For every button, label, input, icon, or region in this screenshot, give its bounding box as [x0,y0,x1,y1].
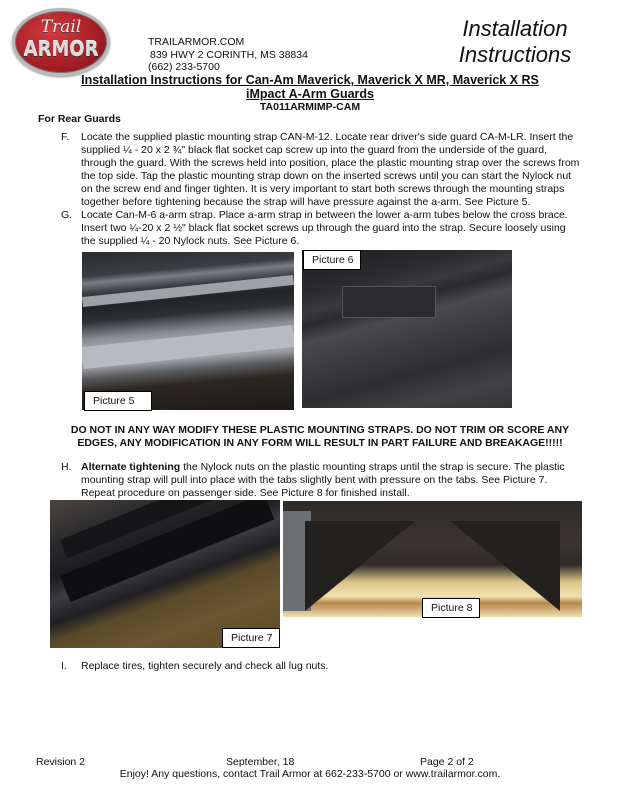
logo-text-trail: Trail [40,17,82,37]
logo-text-armor: ARMOR [23,37,99,61]
step-text-rest: the Nylock nuts on the plastic mounting straps until the strap is secure. The plastic mounting strap will pull into place with the tabs slightly bent with pressure on the tabs. See Picture 7. Repeat procedure on passenger side. See Picture 8 for finished install. [81,461,565,499]
step-text: Replace tires, tighten securely and check all lug nuts. [81,660,329,672]
step-bold-lead: Alternate tightening [81,461,181,473]
company-phone: (662) 233-5700 [148,61,220,73]
warning-notice [40,424,600,450]
step-h [61,461,581,500]
warning-line2: EDGES, ANY MODIFICATION IN ANY FORM WILL RESULT IN PART FAILURE AND BREAKAGE!!!!! [77,437,563,449]
warning-line1: DO NOT IN ANY WAY MODIFY THESE PLASTIC MOUNTING STRAPS. DO NOT TRIM OR SCORE ANY [70,424,570,436]
footer-contact: Enjoy! Any questions, contact Trail Armor at 662-233-5700 or www.trailarmor.com. [119,768,501,780]
document-type-line2: Instructions [458,42,572,67]
step-text: Locate the supplied plastic mounting strap CAN-M-12. Locate rear driver's side guard CA-M-LR. Insert the supplied ¼ - 20 x 2 ¾" black flat socket cap screw up into the guard from the underside of the guard, through the guard. With the screws held into position, place the plastic mounting strap over the screws from the top side. Tap the plastic mounting strap down on the inserted screws until you can start the Nylock nut on the screw end and finger tighten. It is very important to start both screws through the mounting straps together before tightening because the strap will have pressure against the a-arm. See Picture 5. [81,131,580,208]
part-number: TA011ARMIMP-CAM [259,101,361,113]
company-website: TRAILARMOR.COM [148,36,245,48]
step-letter: G. [61,209,73,221]
photo-detail [305,521,415,611]
company-address: 839 HWY 2 CORINTH, MS 38834 [150,48,308,61]
picture-6-photo [302,250,512,408]
picture-7-caption: Picture 7 [222,628,280,648]
step-text: Locate Can-M-6 a-arm strap. Place a-arm strap in between the lower a-arm tubes below the cross brace. Insert two ¼-20 x 2 ½" black flat socket screws up through the guard into the strap. Secure loosely using the supplied ¼ - 20 Nylock nuts. See Picture 6. [81,209,568,247]
footer-revision: Revision 2 [36,756,86,768]
picture-8-caption: Picture 8 [422,598,480,618]
step-letter: F. [61,131,70,143]
document-type-line1: Installation [462,16,568,41]
picture-5-photo [82,252,294,410]
footer-date: September, 18 [226,756,295,768]
picture-5-caption: Picture 5 [84,391,152,411]
step-g [61,209,581,248]
photo-detail [342,286,436,318]
product-name: iMpact A-Arm Guards [245,87,375,101]
step-letter: I. [61,660,67,672]
company-info [148,36,308,74]
step-f [61,131,581,209]
document-type-heading [440,16,590,68]
section-heading: For Rear Guards [38,113,121,125]
photo-detail [82,275,294,307]
picture-6-caption: Picture 6 [303,250,361,270]
trail-armor-logo [12,8,110,76]
photo-detail [82,325,294,369]
page-title: Installation Instructions for Can-Am Maverick, Maverick X MR, Maverick X RS [81,73,539,87]
step-text [81,461,581,500]
step-letter: H. [61,461,72,473]
picture-7-photo [50,500,280,648]
step-i [61,660,581,673]
footer-page-number: Page 2 of 2 [420,756,474,768]
